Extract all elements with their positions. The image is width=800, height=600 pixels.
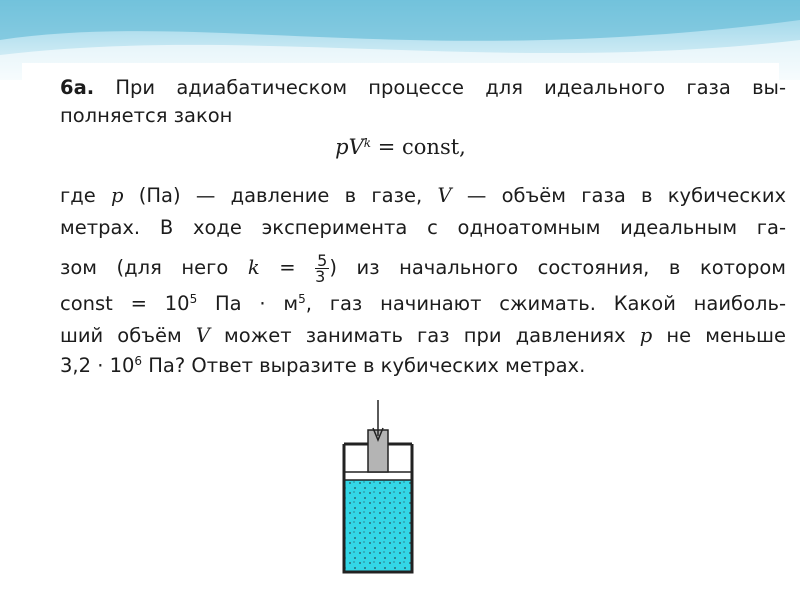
problem-line-1: 6а. При адиабатическом процессе для идеального газа вы- — [60, 76, 786, 99]
problem-line-7: const = $10^5$ Па · $м^5$, газ начинают сжимать. Какой наиболь- — [60, 292, 786, 315]
problem-number: 6а. — [60, 76, 95, 99]
cylinder-diagram — [318, 400, 438, 578]
problem-text-block — [22, 63, 787, 389]
problem-line-5: метрах. В ходе эксперимента с одноатомным идеальным га- — [60, 216, 786, 239]
problem-line-6: зом (для него k = $\frac{5}{3}$ ) из начального состояния, в котором — [60, 251, 786, 286]
piston-cylinder-figure — [318, 400, 438, 578]
fraction-five-thirds: $\frac{5}{3}$ — [315, 251, 328, 286]
problem-line-4: где p (Па) — давление в газе, V — объём газа в кубических — [60, 184, 787, 207]
problem-line-9: $3,2 \cdot 10^6$ Па? Ответ выразите в кубических метрах. — [60, 354, 586, 377]
problem-line-8: ший объём V может занимать газ при давлениях p не меньше — [60, 324, 787, 347]
problem-line-2: полняется закон — [60, 104, 233, 127]
piston-head — [344, 472, 412, 480]
adiabatic-formula: $pV^k$ = const, — [335, 135, 466, 159]
piston-rod — [368, 430, 388, 472]
